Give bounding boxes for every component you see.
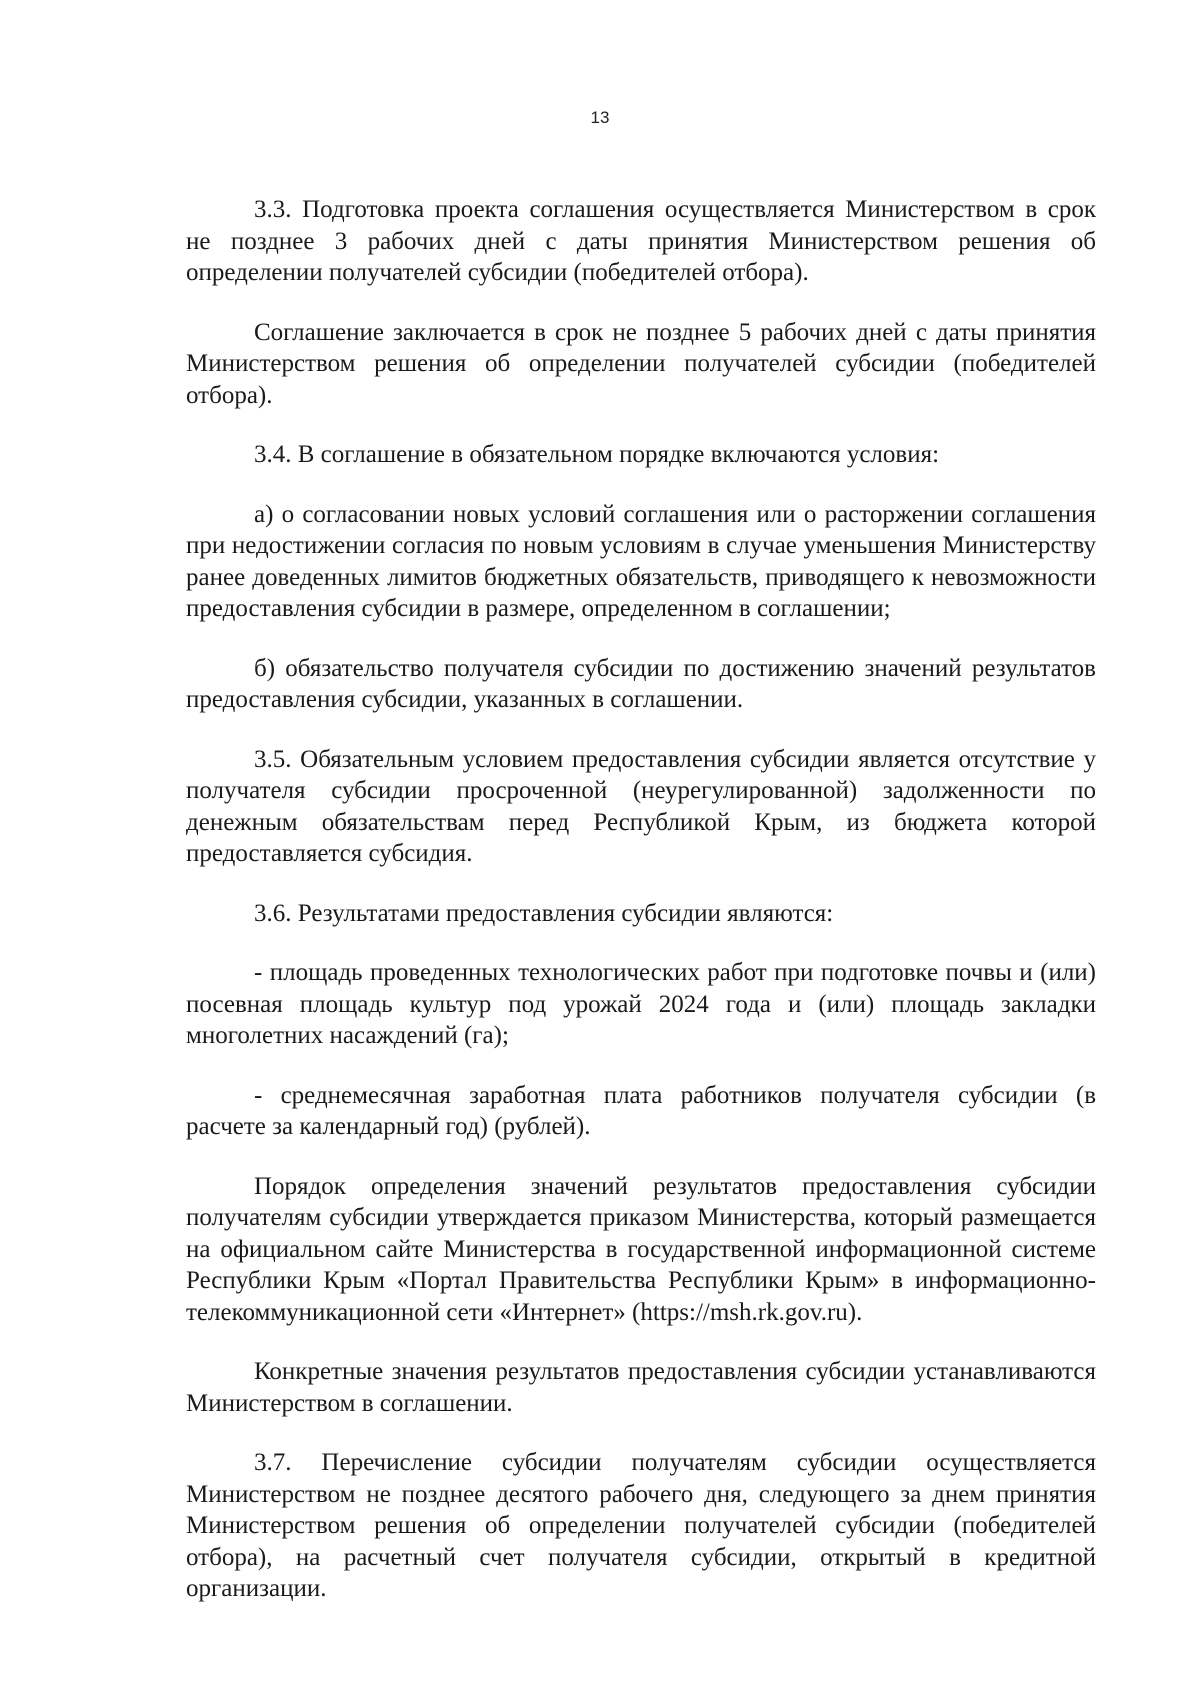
paragraph-condition-a: а) о согласовании новых условий соглашения или о расторжении соглашения при недостижении согласия по новым условиям в случае уменьшения Министерству ранее доведенных лимитов бюджетных обязательств, приводящего к невозможности предоставления субсидии в размере, определенном в соглашении;	[186, 500, 1096, 622]
paragraph-3-7: 3.7. Перечисление субсидии получателям субсидии осуществляется Министерством не позднее десятого рабочего дня, следующего за днем принятия Министерством решения об определении получателей субсидии (победителей отбора), на расчетный счет получателя субсидии, открытый в кредитной организации.	[186, 1449, 1096, 1602]
paragraph-specific-values: Конкретные значения результатов предоставления субсидии устанавливаются Министерством в соглашении.	[186, 1358, 1096, 1417]
paragraph-agreement-term: Соглашение заключается в срок не позднее 5 рабочих дней с даты принятия Министерством решения об определении получателей субсидии (победителей отбора).	[186, 318, 1096, 409]
paragraph-3-5: 3.5. Обязательным условием предоставления субсидии является отсутствие у получателя субсидии просроченной (неурегулированной) задолженности по денежным обязательствам перед Республикой Крым, из бюджета которой предоставляется субсидия.	[186, 745, 1096, 867]
paragraph-result-area: - площадь проведенных технологических работ при подготовке почвы и (или) посевная площадь культур под урожай 2024 года и (или) площадь закладки многолетних насаждений (га);	[186, 959, 1096, 1049]
document-body	[186, 194, 1096, 1605]
paragraph-3-6: 3.6. Результатами предоставления субсидии являются:	[254, 899, 834, 927]
paragraph-condition-b: б) обязательство получателя субсидии по достижению значений результатов предоставления субсидии, указанных в соглашении.	[186, 654, 1096, 713]
paragraph-3-4: 3.4. В соглашение в обязательном порядке включаются условия:	[254, 441, 940, 468]
paragraph-result-salary: - среднемесячная заработная плата работников получателя субсидии (в расчете за календарный год) (рублей).	[186, 1081, 1096, 1140]
page-number: 13	[590, 108, 610, 127]
paragraph-procedure: Порядок определения значений результатов предоставления субсидии получателям субсидии утверждается приказом Министерства, который размещается на официальном сайте Министерства в государственной информационной системе Республики Крым «Портал Правительства Республики Крым» в информационно-телекоммуникационной сети «Интернет» (https://msh.rk.gov.ru).	[186, 1172, 1096, 1326]
paragraph-3-3: 3.3. Подготовка проекта соглашения осуществляется Министерством в срок не позднее 3 рабочих дней с даты принятия Министерством решения об определении получателей субсидии (победителей отбора).	[186, 196, 1096, 286]
